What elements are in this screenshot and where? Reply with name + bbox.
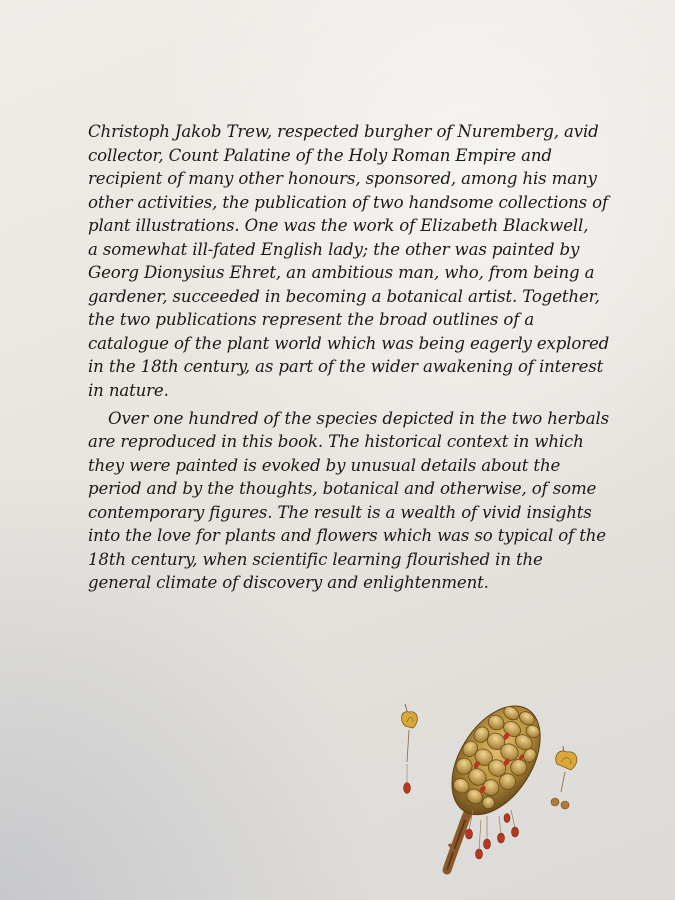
paragraph-1 [88, 120, 636, 403]
text-line: in nature. [88, 381, 169, 401]
text-line: 18th century, when scientific learning flourished in the [88, 549, 543, 569]
paragraph-2 [88, 407, 636, 595]
text-line: recipient of many other honours, sponsored, among his many [88, 169, 597, 189]
text-line: they were painted is evoked by unusual details about the [88, 455, 561, 475]
text-line: contemporary figures. The result is a wealth of vivid insights [88, 502, 592, 522]
text-line: into the love for plants and flowers which was so typical of the [88, 526, 606, 546]
text-line: Georg Dionysius Ehret, an ambitious man, who, from being a [88, 263, 595, 283]
blurb-text [88, 120, 636, 595]
text-line: in the 18th century, as part of the wider awakening of interest [88, 357, 604, 377]
text-line: general climate of discovery and enlightenment. [88, 573, 489, 593]
text-line: a somewhat ill-fated English lady; the other was painted by [88, 239, 580, 259]
text-line: period and by the thoughts, botanical and otherwise, of some [88, 479, 597, 499]
text-line: Christoph Jakob Trew, respected burgher of Nuremberg, avid [88, 122, 599, 141]
text-line: plant illustrations. One was the work of Elizabeth Blackwell, [88, 216, 589, 236]
text-line: gardener, succeeded in becoming a botanical artist. Together, [88, 286, 600, 306]
text-line: other activities, the publication of two handsome collections of [88, 192, 608, 212]
text-line: the two publications represent the broad outlines of a [88, 310, 535, 330]
text-line: catalogue of the plant world which was being eagerly explored [88, 333, 610, 353]
text-line: Over one hundred of the species depicted in the two herbals [108, 408, 609, 428]
magnolia-seed-cone-icon [395, 692, 595, 882]
text-line: are reproduced in this book. The historical context in which [88, 432, 584, 452]
text-line: collector, Count Palatine of the Holy Roman Empire and [88, 145, 552, 165]
